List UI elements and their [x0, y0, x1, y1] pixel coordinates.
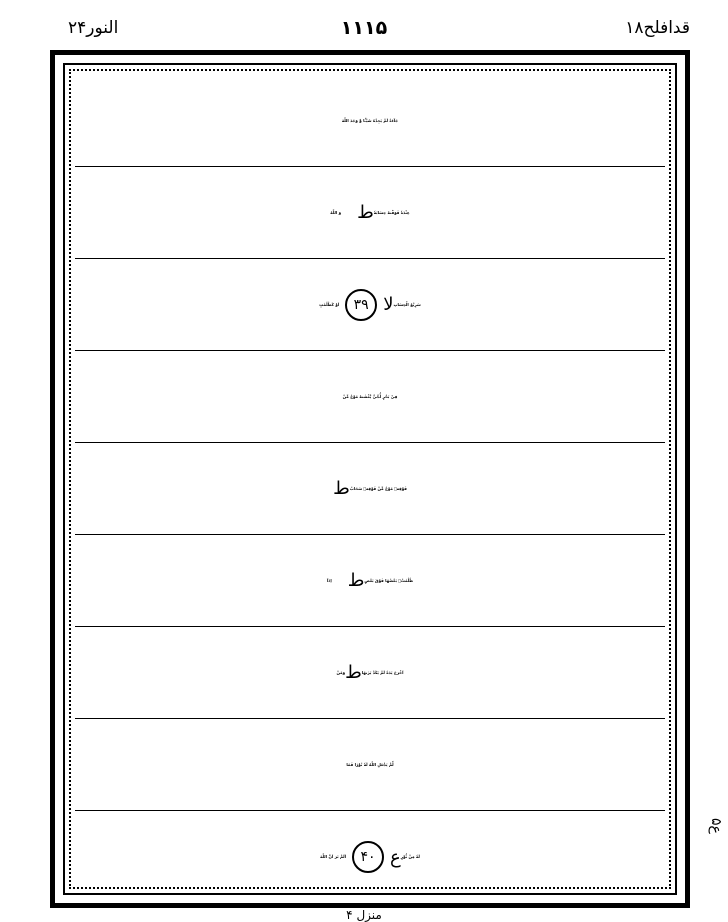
- text-lines: [75, 75, 665, 883]
- ayah-number-marker: ۴۰: [352, 841, 384, 873]
- line-text: اَخْرَجَ يَدَهٗ لَمْ يَكَدْ يَرٰىهَا: [361, 669, 404, 675]
- line-text: اِذَآ: [326, 577, 332, 583]
- page-number: ۱۱۱۵: [340, 17, 388, 39]
- waqf-mark: ط: [357, 202, 374, 223]
- line-text: جَآءَهٗ لَمْ يَجِدْهُ شَيْـًٔا وَّ وَجَدَ اللّٰهَ: [341, 117, 399, 123]
- line-text: وَمَنْ: [336, 669, 346, 675]
- waqf-mark: ط: [347, 570, 365, 591]
- line-text: سَرِيْعُ الْحِسَابِ: [393, 301, 421, 307]
- manzil-mark: منزل ۴: [346, 908, 382, 922]
- waqf-mark: ط: [345, 662, 362, 683]
- line-text: لَهٗ مِنْ نُّوْرٍ: [400, 854, 420, 859]
- text-line-7: [75, 627, 665, 719]
- line-text: فَوْقِهٖ مَوْجٌ مِّنْ فَوْقِهٖ سَحَابٌ: [349, 485, 407, 491]
- text-line-3: [75, 259, 665, 351]
- juz-name: قدافلح۱۸: [625, 18, 690, 38]
- text-line-8: [75, 719, 665, 811]
- surah-name: النور۲۴: [68, 18, 119, 38]
- line-text: اَوْ كَظُلُمٰتٍ: [319, 301, 340, 307]
- ruku-mark: ع: [390, 846, 401, 868]
- line-text: اَلَمْ تَرَ اَنَّ اللّٰهَ: [320, 854, 347, 859]
- text-line-9: [75, 811, 665, 903]
- inner-border: [63, 63, 677, 895]
- text-line-4: [75, 351, 665, 443]
- text-line-5: [75, 443, 665, 535]
- page-border: [50, 50, 690, 908]
- line-text: ظُلُمٰتٌۢ بَعْضُهَا فَوْقَ بَعْضٍ: [364, 577, 414, 583]
- text-line-6: [75, 535, 665, 627]
- line-text: عِنْدَهٗ فَوَفّٰىهُ حِسَابَهٗ: [373, 209, 410, 215]
- line-text: وَ اللّٰهُ: [330, 209, 342, 215]
- line-text: لَّمْ يَجْعَلِ اللّٰهُ لَهٗ نُوْرًا فَمَا: [346, 761, 394, 767]
- page-header: [0, 0, 728, 50]
- text-line-2: [75, 167, 665, 259]
- line-text: فِيْ بَحْرٍ لُّجِّيٍّ يَّغْشٰىهُ مَوْجٌ مِّنْ: [342, 393, 398, 399]
- ruku-margin-note: ع۵: [708, 818, 724, 834]
- waqf-mark: لا: [383, 294, 394, 315]
- ayah-number-marker: ۳۹: [345, 289, 377, 321]
- text-line-1: [75, 75, 665, 167]
- waqf-mark: ط: [333, 478, 350, 499]
